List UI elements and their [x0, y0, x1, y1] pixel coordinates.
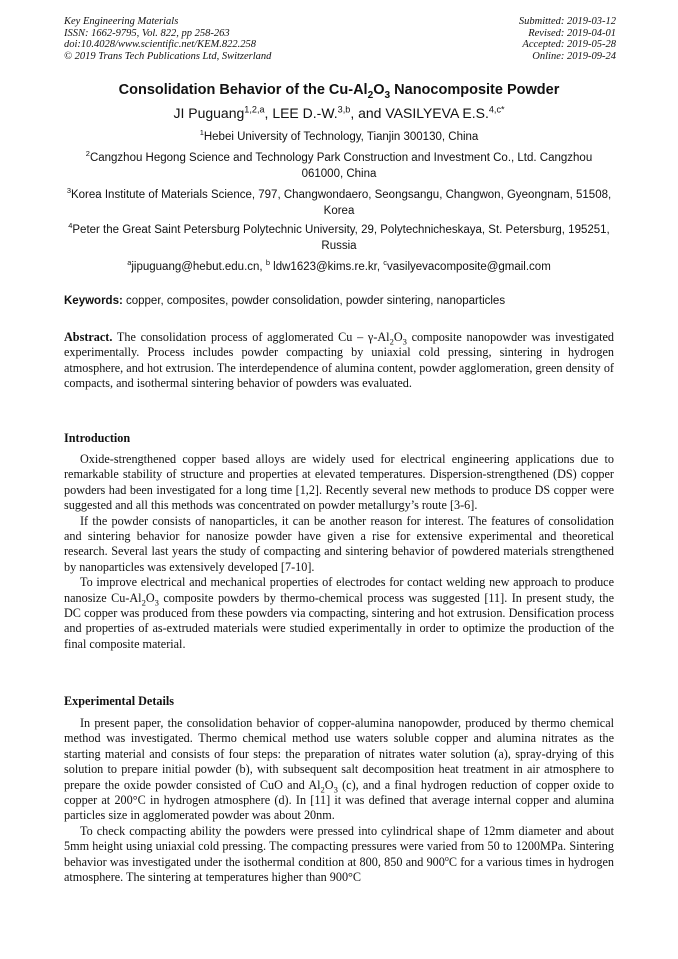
- body-text: To improve electrical and mechanical properties of electrodes for contact welding new approach to produce nanosize Cu-Al: [64, 575, 614, 605]
- email-address: jipuguang@hebut.edu.cn,: [131, 261, 266, 273]
- email-mark: b: [265, 258, 270, 268]
- affiliation-number: 3: [66, 186, 71, 196]
- keywords-label: Keywords:: [64, 295, 123, 307]
- body-paragraph: [64, 575, 614, 652]
- author-name: VASILYEVA E.S.: [385, 105, 489, 121]
- body-paragraph: [64, 716, 614, 824]
- affiliation-text: Peter the Great Saint Petersburg Polytechnic University, 29, Polytechnicheskaya, St. Petersburg, 195251, Russia: [72, 224, 610, 252]
- doi-line: doi:10.4028/www.scientific.net/KEM.822.258: [64, 39, 256, 50]
- experimental-heading: Experimental Details: [64, 694, 175, 708]
- email-mark: c: [383, 258, 387, 268]
- revised-date: Revised: 2019-04-01: [528, 27, 616, 39]
- keywords-line: [64, 293, 616, 309]
- affiliation-1: [64, 129, 614, 145]
- copyright-line: © 2019 Trans Tech Publications Ltd, Switzerland: [64, 50, 272, 62]
- accepted-date: Accepted: 2019-05-28: [522, 39, 616, 50]
- title-subscript: 2: [367, 89, 374, 101]
- body-text: composite powders by thermo-chemical process was suggested [11]. In present study, the DC copper was produced from these powders via compacting, sintering and hot extrusion. Densification process and properties of as-extruded materials were studied experimentally in order to optimize the production of the final composite material.: [64, 590, 614, 651]
- affiliation-number: 4: [68, 221, 73, 231]
- journal-metadata: [64, 16, 271, 62]
- abstract-paragraph: [64, 330, 614, 392]
- issn-line: ISSN: 1662-9795, Vol. 822, pp 258-263: [64, 27, 230, 39]
- paper-title: [40, 81, 638, 99]
- experimental-body: [64, 716, 614, 885]
- email-address: ldw1623@kims.re.kr,: [269, 261, 384, 273]
- author-list: [40, 104, 638, 122]
- email-mark: a: [127, 258, 132, 268]
- title-subscript: 3: [384, 89, 391, 101]
- affiliation-number: 2: [85, 149, 90, 159]
- abstract: [64, 330, 614, 392]
- affiliation-3: [64, 187, 614, 219]
- abstract-text: The consolidation process of agglomerated Cu – γ-Al: [112, 330, 390, 344]
- publication-dates: [519, 16, 616, 62]
- author-emails: [64, 259, 614, 275]
- author-affiliation-mark: 4,c*: [488, 104, 505, 115]
- abstract-text: O: [393, 330, 403, 344]
- title-text: Nanocomposite Powder: [390, 82, 560, 98]
- introduction-heading: Introduction: [64, 431, 131, 445]
- affiliation-4: [64, 222, 614, 254]
- formula-subscript: 3: [154, 597, 159, 608]
- author-affiliation-mark: 1,2,a: [244, 104, 265, 115]
- formula-subscript: 3: [402, 336, 407, 347]
- formula-subscript: 3: [333, 784, 338, 795]
- body-text: O: [324, 777, 334, 792]
- journal-name: Key Engineering Materials: [64, 16, 179, 27]
- affiliation-number: 1: [199, 128, 204, 138]
- body-paragraph: Oxide-strengthened copper based alloys are widely used for electrical engineering applications due to remarkable stability of structure and properties at elevated temperatures. Dispersion-strengthened (DS) copper powders had been investigated for a long time [1,2]. Recently several new methods to produce DS copper were suggested and all this methods was concentrated on powder metallurgy’s route [3-6].: [64, 452, 614, 513]
- body-text: To check compacting ability the powders were pressed into cylindrical shape of 12mm diameter and about 5mm height using uniaxial cold pressing. The compacting pressures were varied from 50 to 1200MPa. Sintering behavior was investigated under the isothermal condition at 800, 850 and 900: [64, 823, 614, 869]
- body-paragraph: [64, 824, 614, 886]
- body-text: (c), and a final hydrogen reduction of copper oxide to copper at 200°C in hydrogen atmosphere (d). In [11] it was defined that average internal copper and alumina particles size in agglomerated powder was about 20nm.: [64, 777, 614, 823]
- email-address: vasilyevacomposite@gmail.com: [387, 261, 551, 273]
- title-text: O: [373, 82, 385, 98]
- affiliation-text: Hebei University of Technology, Tianjin 300130, China: [203, 131, 479, 143]
- body-text: In present paper, the consolidation behavior of copper-alumina nanopowder, produced by thermo chemical method was investigated. Thermo chemical method use waters soluble copper and alumina nitrates as the starting material and consists of four steps: the preparation of nitrates water solution (a), spray-drying of this solution to prepare initial powder (b), with subsequent salt decomposition heat treatment in air atmosphere to prepare the oxide powder consisted of CuO and Al: [64, 716, 614, 792]
- body-paragraph: If the powder consists of nanoparticles, it can be another reason for interest. The features of consolidation and sintering behavior for nanosize powder have given a rise for extensive experimental and theoretical research. Several last years the study of compacting and sintering behavior of powdered materials strengthened by nanoparticles was extensively developed [7-10].: [64, 513, 614, 574]
- submitted-date: Submitted: 2019-03-12: [518, 16, 616, 27]
- body-text: O: [145, 590, 155, 605]
- author-separator: , and: [350, 105, 386, 121]
- degree-superscript: o: [444, 853, 449, 863]
- affiliation-2: [64, 150, 614, 182]
- formula-subscript: 2: [389, 336, 394, 347]
- author-separator: ,: [264, 105, 273, 121]
- formula-subscript: 2: [141, 597, 146, 608]
- formula-subscript: 2: [320, 784, 325, 795]
- introduction-body: [64, 452, 614, 652]
- affiliation-text: Korea Institute of Materials Science, 797, Changwondaero, Seongsangu, Changwon, Gyeongnam, 51508, Korea: [70, 189, 612, 217]
- abstract-text: composite nanopowder was investigated experimentally. Process includes powder compacting by uniaxial cold pressing, sintering in hydrogen atmosphere, and hot extrusion. The interdependence of alumina content, powder agglomeration, green density of compacts, and isothermal sintering behavior of powders was evaluated.: [64, 330, 614, 391]
- author-name: LEE D.-W.: [272, 105, 338, 121]
- online-date: Online: 2019-09-24: [532, 50, 616, 62]
- title-text: Consolidation Behavior of the Cu-Al: [118, 82, 368, 98]
- abstract-label: Abstract.: [64, 330, 113, 344]
- affiliation-text: Cangzhou Hegong Science and Technology Park Construction and Investment Co., Ltd. Cangzhou 061000, China: [89, 152, 593, 180]
- author-name: JI Puguang: [173, 105, 245, 121]
- body-text: C for a various times in hydrogen atmosphere. The sintering at temperatures higher than 900°C: [64, 854, 614, 885]
- author-affiliation-mark: 3,b: [337, 104, 351, 115]
- keywords-text: copper, composites, powder consolidation, powder sintering, nanoparticles: [122, 295, 506, 307]
